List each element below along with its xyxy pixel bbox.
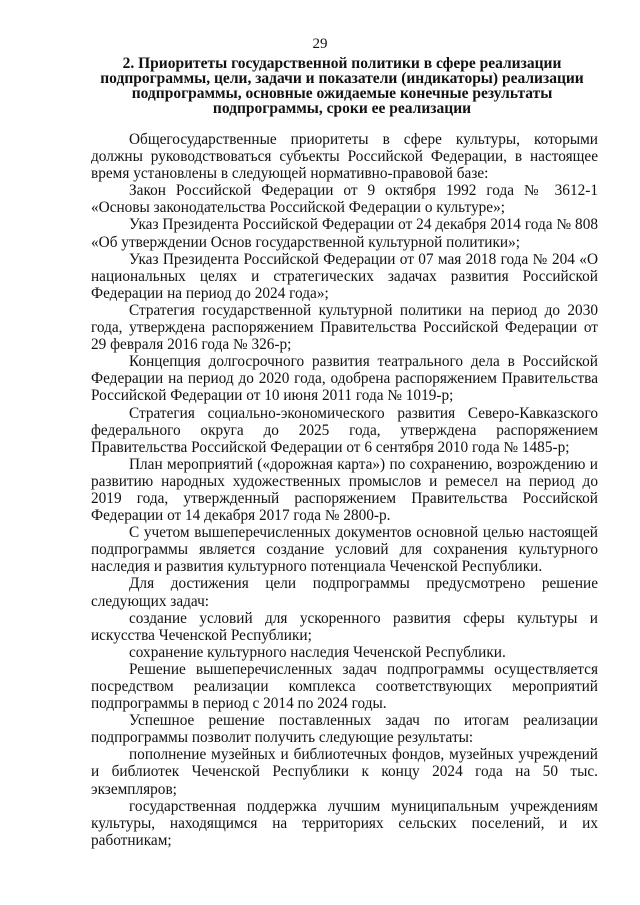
paragraph-decree-2018: Указ Президента Российской Федерации от 07 мая 2018 года № 204 «О национальных целях и стратегических задачах развития Российской Федерации на период до 2024 года»; — [91, 250, 598, 302]
paragraph-result-1: пополнение музейных и библиотечных фондов, музейных учреждений и библиотек Чеченской Республики к концу 2024 года на 50 тыс. экземпляров; — [91, 746, 598, 798]
paragraph-results-intro: Успешное решение поставленных задач по итогам реализации подпрограммы позволит получить следующие результаты: — [91, 712, 598, 747]
paragraph-theatre-concept: Концепция долгосрочного развития театрального дела в Российской Федерации на период до 2020 года, одобрена распоряжением Правительства Российской Федерации от 10 июня 2011 года № 1019-р; — [91, 353, 598, 405]
body-text — [91, 131, 598, 849]
paragraph-roadmap: План мероприятий («дорожная карта») по сохранению, возрождению и развитию народных художественных промыслов и ремесел на период до 2019 года, утвержденный распоряжением Правительства Российской Федерации от 14 декабря 2017 года № 2800-р. — [91, 455, 598, 525]
paragraph-implementation: Решение вышеперечисленных задач подпрограммы осуществляется посредством реализации комплекса соответствующих мероприятий подпрограммы в период с 2014 по 2024 годы. — [91, 660, 598, 713]
paragraph-skfo-strategy: Стратегия социально-экономического развития Северо-Кавказского федерального округа до 2025 года, утверждена распоряжением Правительства Российской Федерации от 6 сентября 2010 года № 1485-р; — [91, 404, 598, 456]
paragraph-task-2: сохранение культурного наследия Чеченской Республики. — [129, 643, 506, 661]
paragraph-result-2: государственная поддержка лучшим муниципальным учреждениям культуры, находящимся на территориях сельских поселений, и их работникам; — [91, 797, 598, 849]
section-heading: 2. Приоритеты государственной политики в сфере реализации подпрограммы, цели, задачи и показатели (индикаторы) реализации подпрограммы, основные ожидаемые конечные результаты подпрограммы, сроки ее реализации — [100, 55, 584, 117]
paragraph-strategy-2030: Стратегия государственной культурной политики на период до 2030 года, утверждена распоряжением Правительства Российской Федерации от 29 февраля 2016 года № 326-р; — [91, 301, 598, 354]
page-number: 29 — [312, 36, 328, 52]
paragraph-main-goal: С учетом вышеперечисленных документов основной целью настоящей подпрограммы является создание условий для сохранения культурного наследия и развития культурного потенциала Чеченской Республики. — [91, 524, 598, 576]
paragraph-intro: Общегосударственные приоритеты в сфере культуры, которыми должны руководствоваться субъекты Российской Федерации, в настоящее время установлены в следующей нормативно-правовой базе: — [91, 131, 598, 183]
paragraph-decree-2014: Указ Президента Российской Федерации от 24 декабря 2014 года № 808 «Об утверждении Основ государственной культурной политики»; — [91, 216, 598, 251]
paragraph-tasks-intro: Для достижения цели подпрограммы предусмотрено решение следующих задач: — [91, 575, 598, 610]
paragraph-task-1: создание условий для ускоренного развития сферы культуры и искусства Чеченской Республики; — [91, 609, 598, 644]
paragraph-law-1992: Закон Российской Федерации от 9 октября 1992 года № 3612-1 «Основы законодательства Российской Федерации о культуре»; — [91, 182, 598, 217]
